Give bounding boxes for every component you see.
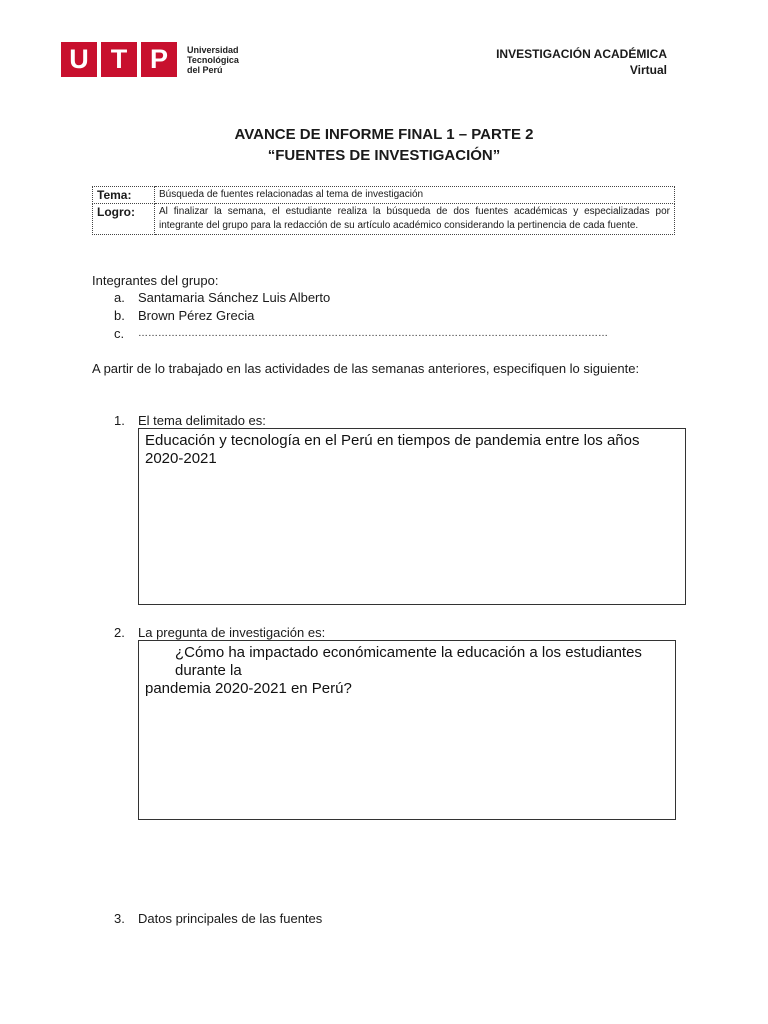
document-title: AVANCE DE INFORME FINAL 1 – PARTE 2 <box>234 126 534 143</box>
logo-university-name: Universidad Tecnológica del Perú <box>187 44 239 75</box>
answer-line: durante la <box>175 662 242 679</box>
utp-logo <box>61 42 239 77</box>
question-text: Datos principales de las fuentes <box>138 911 323 926</box>
research-question-answer-box[interactable] <box>138 640 676 820</box>
member-name: Santamaria Sánchez Luis Alberto <box>138 290 331 305</box>
logo-letter-p: P <box>141 42 177 77</box>
logo-letter-t: T <box>101 42 137 77</box>
info-table <box>92 186 675 235</box>
question-1-label <box>114 413 266 428</box>
question-text: La pregunta de investigación es: <box>138 625 326 640</box>
member-name: Brown Pérez Grecia <box>138 308 255 323</box>
header-course-mode: Virtual <box>629 63 667 77</box>
members-list <box>114 289 608 343</box>
intro-paragraph: A partir de lo trabajado en las actividades de las semanas anteriores, especifiquen lo siguiente: <box>92 361 640 376</box>
tema-label: Tema: <box>93 187 155 204</box>
list-marker: c. <box>114 326 125 341</box>
question-number: 1. <box>114 413 125 428</box>
answer-line: pandemia 2020-2021 en Perú? <box>145 680 352 697</box>
document-subtitle: “FUENTES DE INVESTIGACIÓN” <box>267 147 501 164</box>
question-number: 2. <box>114 625 125 640</box>
list-item <box>114 307 608 325</box>
list-item <box>114 325 608 343</box>
logro-value: Al finalizar la semana, el estudiante realiza la búsqueda de dos fuentes académicas y especializadas por integrante del grupo para la redacción de su artículo académico considerando la pertinencia de cada fuente. <box>155 204 675 235</box>
table-row <box>93 204 675 235</box>
question-3-label <box>114 911 322 926</box>
members-title: Integrantes del grupo: <box>92 273 219 288</box>
table-row <box>93 187 675 204</box>
member-name-blank: …………………………………………………………………………………………………………………………… <box>138 328 608 339</box>
question-number: 3. <box>114 911 125 926</box>
header-course-title: INVESTIGACIÓN ACADÉMICA <box>496 47 667 61</box>
topic-answer-box[interactable]: Educación y tecnología en el Perú en tiempos de pandemia entre los años 2020-2021 <box>138 428 686 605</box>
list-item <box>114 289 608 307</box>
header-course <box>496 46 667 78</box>
question-2-label <box>114 625 325 640</box>
list-marker: b. <box>114 308 125 323</box>
list-marker: a. <box>114 290 125 305</box>
logro-label: Logro: <box>93 204 155 235</box>
tema-value: Búsqueda de fuentes relacionadas al tema de investigación <box>155 187 675 204</box>
logo-letter-u: U <box>61 42 97 77</box>
question-text: El tema delimitado es: <box>138 413 266 428</box>
answer-line: ¿Cómo ha impactado económicamente la educación a los estudiantes <box>175 644 642 661</box>
